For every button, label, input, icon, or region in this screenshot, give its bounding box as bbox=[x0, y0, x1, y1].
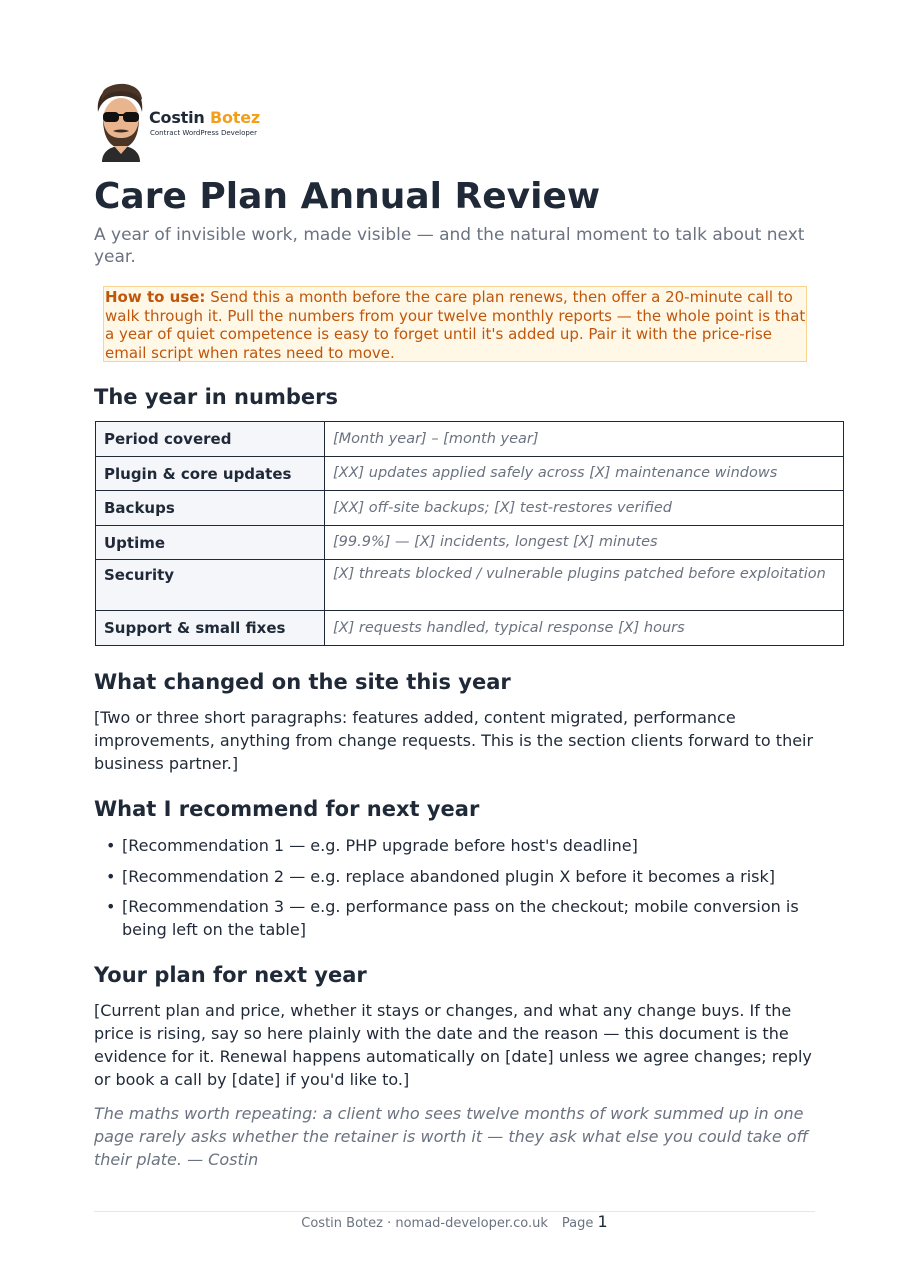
row-value: [X] threats blocked / vulnerable plugins patched before exploitation bbox=[325, 560, 844, 611]
table-row bbox=[96, 457, 844, 491]
table-row bbox=[96, 422, 844, 457]
changes-heading: What changed on the site this year bbox=[94, 670, 511, 694]
row-label: Plugin & core updates bbox=[96, 457, 325, 491]
changes-paragraph: [Two or three short paragraphs: features added, content migrated, performance improvements, anything from change requests. This is the section clients forward to their business partner.] bbox=[94, 708, 814, 773]
list-item: • [Recommendation 3 — e.g. performance pass on the checkout; mobile conversion is being left on the table] bbox=[104, 895, 824, 941]
row-value: [Month year] – [month year] bbox=[325, 422, 844, 457]
table-row bbox=[96, 491, 844, 526]
row-value: [XX] off-site backups; [X] test-restores verified bbox=[325, 491, 844, 526]
brand-first-name: Costin bbox=[149, 108, 205, 127]
footer-text: Costin Botez · nomad-developer.co.uk bbox=[301, 1216, 548, 1231]
page-label: Page bbox=[561, 1216, 594, 1231]
closing-quote: The maths worth repeating: a client who sees twelve months of work summed up in one page rarely asks whether the retainer is worth it — they ask what else you could take off their plate. — Costin bbox=[94, 1104, 809, 1169]
plan-heading: Your plan for next year bbox=[94, 963, 367, 987]
row-value: [X] requests handled, typical response [X] hours bbox=[325, 611, 844, 646]
recommendations-list bbox=[104, 834, 824, 949]
how-to-use-callout bbox=[103, 286, 807, 362]
row-label: Uptime bbox=[96, 526, 325, 560]
plan-paragraph: [Current plan and price, whether it stays or changes, and what any change buys. If the price is rising, say so here plainly with the date and the reason — this document is the evidence for it. Renewal happens automatically on [date] unless we agree changes; reply or book a call by [date] if you'd like to.] bbox=[94, 1001, 812, 1089]
row-value: [99.9%] — [X] incidents, longest [X] minutes bbox=[325, 526, 844, 560]
callout-text: Send this a month before the care plan renews, then offer a 20-minute call to walk through it. Pull the numbers from your twelve monthly reports — the whole point is that a year of quiet competence is easy to forget until it's added up. Pair it with the price-rise email script when rates need to move. bbox=[105, 288, 806, 362]
numbers-heading: The year in numbers bbox=[94, 385, 338, 409]
page-number: 1 bbox=[597, 1212, 608, 1231]
list-item: • [Recommendation 1 — e.g. PHP upgrade before host's deadline] bbox=[104, 834, 824, 857]
row-label: Security bbox=[96, 560, 325, 611]
avatar-illustration bbox=[94, 82, 146, 162]
row-label: Backups bbox=[96, 491, 325, 526]
recommendations-heading: What I recommend for next year bbox=[94, 797, 480, 821]
page-footer bbox=[94, 1212, 815, 1231]
list-item: • [Recommendation 2 — e.g. replace abandoned plugin X before it becomes a risk] bbox=[104, 865, 824, 888]
callout-label: How to use: bbox=[105, 288, 206, 306]
table-row bbox=[96, 611, 844, 646]
page-title: Care Plan Annual Review bbox=[94, 176, 601, 217]
row-label: Period covered bbox=[96, 422, 325, 457]
brand-logo bbox=[94, 82, 274, 162]
table-row bbox=[96, 526, 844, 560]
row-label: Support & small fixes bbox=[96, 611, 325, 646]
brand-name bbox=[149, 108, 260, 127]
year-in-numbers-table bbox=[95, 421, 844, 646]
row-value: [XX] updates applied safely across [X] maintenance windows bbox=[325, 457, 844, 491]
brand-last-name: Botez bbox=[209, 108, 260, 127]
brand-tagline: Contract WordPress Developer bbox=[150, 129, 257, 137]
page-subtitle: A year of invisible work, made visible — and the natural moment to talk about next year. bbox=[94, 225, 805, 267]
table-row bbox=[96, 560, 844, 611]
